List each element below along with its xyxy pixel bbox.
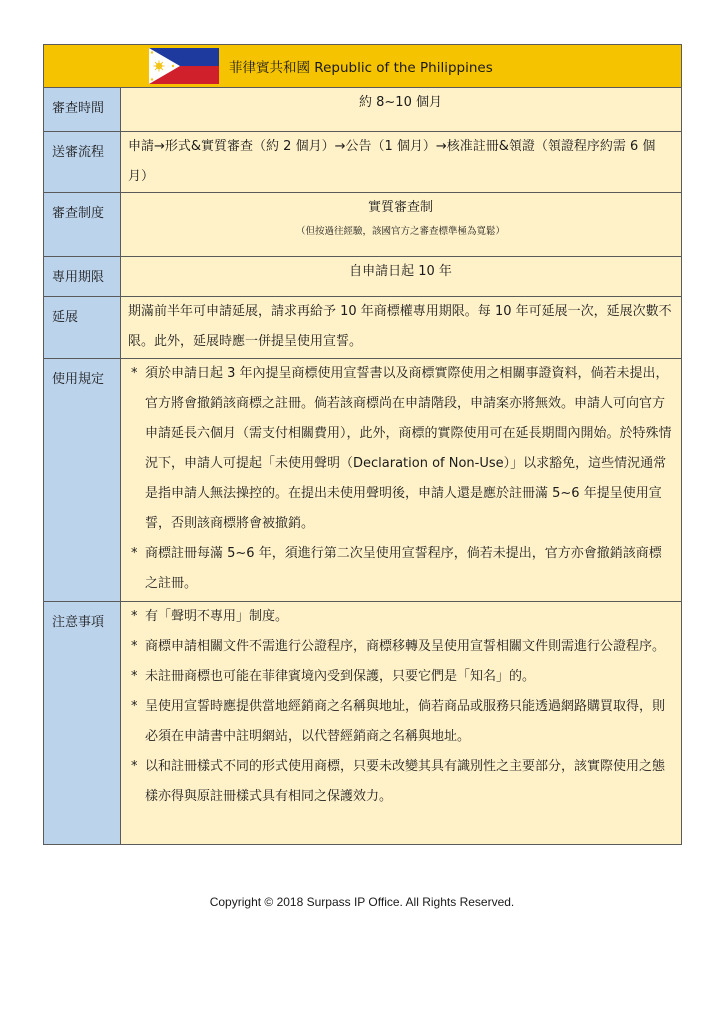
list-item: * 商標申請相關文件不需進行公證程序，商標移轉及呈使用宣誓相關文件則需進行公證程序。 — [128, 632, 673, 662]
list-item: * 商標註冊每滿 5~6 年，須進行第二次呈使用宣誓程序，倘若未提出，官方亦會撤銷該商標之註冊。 — [128, 539, 673, 599]
notes-list — [128, 602, 673, 812]
renewal-label: 延展 — [44, 297, 121, 359]
usage-cell — [121, 359, 682, 602]
review-time-value: 約 8~10 個月 — [121, 88, 682, 132]
process-value: 申請→形式&實質審查（約 2 個月）→公告（1 個月）→核准註冊&領證（領證程序約需 6 個月） — [121, 132, 682, 193]
title-row — [44, 45, 682, 88]
term-label: 專用期限 — [44, 257, 121, 297]
usage-label: 使用規定 — [44, 359, 121, 602]
system-value: 實質審查制 — [367, 200, 433, 215]
notes-cell — [121, 602, 682, 845]
list-item: * 須於申請日起 3 年內提呈商標使用宣誓書以及商標實際使用之相關事證資料，倘若未提出，官方將會撤銷該商標之註冊。倘若該商標尚在申請階段，申請案亦將無效。申請人可向官方申請延長六個月（需支付相關費用），此外，商標的實際使用可在延長期間內開始。於特殊情況下，申請人可提起「未使用聲明（Declaration of Non-Use）」以求豁免，這些情況通常是指申請人無法操控的。在提出未使用聲明後，申請人還是應於註冊滿 5~6 年提呈使用宣誓，否則該商標將會被撤銷。 — [128, 359, 673, 539]
term-value: 自申請日起 10 年 — [121, 257, 682, 297]
usage-list — [128, 359, 673, 599]
list-item: * 呈使用宣誓時應提供當地經銷商之名稱與地址，倘若商品或服務只能透過網路購買取得，則必須在申請書中註明網站，以代替經銷商之名稱與地址。 — [128, 692, 673, 752]
renewal-value: 期滿前半年可申請延展，請求再給予 10 年商標權專用期限。每 10 年可延展一次，延展次數不限。此外，延展時應一併提呈使用宣誓。 — [121, 297, 682, 359]
process-label: 送審流程 — [44, 132, 121, 193]
page-title: 菲律賓共和國 Republic of the Philippines — [229, 60, 493, 76]
country-info-table — [43, 44, 682, 845]
list-item: * 未註冊商標也可能在菲律賓境內受到保護，只要它們是「知名」的。 — [128, 662, 673, 692]
system-note: （但按過往經驗，該國官方之審查標準極為寬鬆） — [295, 226, 505, 237]
philippines-flag-icon — [149, 48, 219, 84]
list-item: * 以和註冊樣式不同的形式使用商標，只要未改變其具有識別性之主要部分，該實際使用之態樣亦得與原註冊樣式具有相同之保護效力。 — [128, 752, 673, 812]
notes-label: 注意事項 — [44, 602, 121, 845]
system-label: 審查制度 — [44, 193, 121, 257]
copyright-footer: Copyright © 2018 Surpass IP Office. All Rights Reserved. — [209, 895, 515, 909]
list-item: * 有「聲明不專用」制度。 — [128, 602, 673, 632]
system-cell — [121, 193, 682, 257]
review-time-label: 審查時間 — [44, 88, 121, 132]
